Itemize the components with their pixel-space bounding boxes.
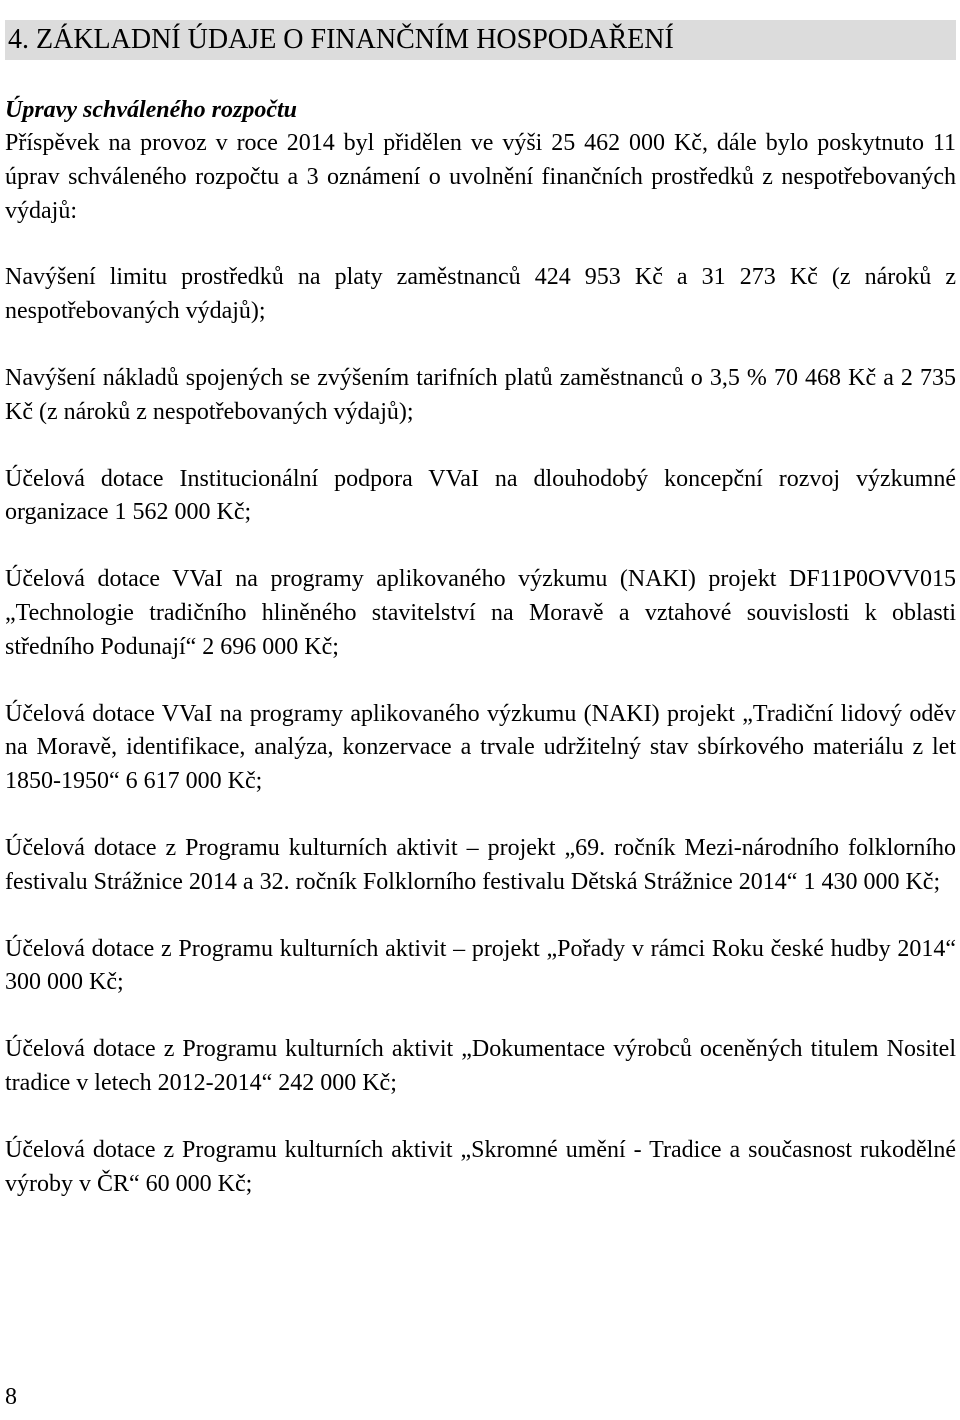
intro-paragraph: Příspěvek na provoz v roce 2014 byl přidělen ve výši 25 462 000 Kč, dále bylo poskytnuto 11 úprav schváleného rozpočtu a 3 oznámení o uvolnění finančních prostředků z nespotřebovaných výdajů: xyxy=(5,130,956,224)
budget-item: Navýšení limitu prostředků na platy zaměstnanců 424 953 Kč a 31 273 Kč (z nároků z nespotřebovaných výdajů); xyxy=(5,264,956,325)
budget-item: Účelová dotace VVaI na programy aplikovaného výzkumu (NAKI) projekt „Tradiční lidový oděv na Moravě, identifikace, analýza, konzervace a trvale udržitelný stav sbírkového materiálu z let 1850-1950“ 6 617 000 Kč; xyxy=(5,700,956,795)
subsection-heading: Úpravy schváleného rozpočtu xyxy=(5,97,297,123)
budget-item: Účelová dotace z Programu kulturních aktivit – projekt „69. ročník Mezi-národního folklorního festivalu Strážnice 2014 a 32. ročník Folklorního festivalu Dětská Strážnice 2014“ 1 430 000 Kč; xyxy=(5,834,956,895)
section-heading: 4. ZÁKLADNÍ ÚDAJE O FINANČNÍM HOSPODAŘENÍ xyxy=(5,20,956,60)
budget-item: Účelová dotace z Programu kulturních aktivit – projekt „Pořady v rámci Roku české hudby 2014“ 300 000 Kč; xyxy=(5,935,956,996)
budget-item: Účelová dotace VVaI na programy aplikovaného výzkumu (NAKI) projekt DF11P0OVV015 „Technologie tradičního hliněného stavitelství na Moravě a vztahové souvislosti k oblasti středního Podunají“ 2 696 000 Kč; xyxy=(5,566,956,660)
budget-item: Navýšení nákladů spojených se zvýšením tarifních platů zaměstnanců o 3,5 % 70 468 Kč a 2 735 Kč (z nároků z nespotřebovaných výdajů); xyxy=(5,364,956,425)
budget-item: Účelová dotace Institucionální podpora VVaI na dlouhodobý koncepční rozvoj výzkumné organizace 1 562 000 Kč; xyxy=(5,465,956,526)
document-page xyxy=(5,0,956,1201)
budget-item: Účelová dotace z Programu kulturních aktivit „Dokumentace výrobců oceněných titulem Nositel tradice v letech 2012-2014“ 242 000 Kč; xyxy=(5,1036,956,1096)
budget-item: Účelová dotace z Programu kulturních aktivit „Skromné umění - Tradice a současnost rukodělné výroby v ČR“ 60 000 Kč; xyxy=(5,1136,956,1197)
page-number: 8 xyxy=(5,1384,17,1410)
